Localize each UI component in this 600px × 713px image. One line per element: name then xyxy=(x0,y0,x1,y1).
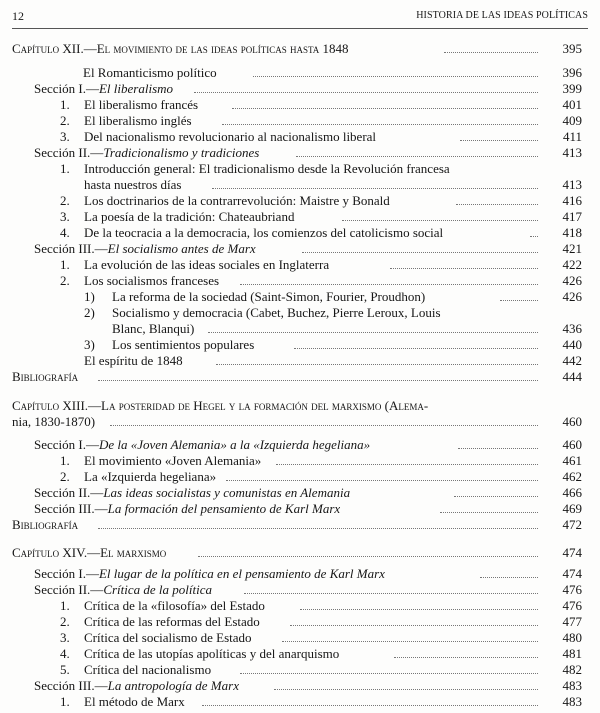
section-title: La antropología de Marx xyxy=(107,678,239,693)
page-ref: 460 xyxy=(562,437,582,452)
dot-leader xyxy=(232,108,538,109)
dot-leader xyxy=(302,252,538,253)
page-ref: 472 xyxy=(562,517,582,532)
entry-text: El Romanticismo político xyxy=(83,65,217,80)
page-ref: 483 xyxy=(562,694,582,709)
dot-leader xyxy=(244,593,538,594)
page-ref: 411 xyxy=(562,129,582,144)
dot-leader xyxy=(240,284,538,285)
section-title: Tradicionalismo y tradiciones xyxy=(103,145,260,160)
toc-entry[interactable]: 3. Del nacionalismo revolucionario al nacionalismo liberal 411 xyxy=(60,129,582,144)
running-title: HISTORIA DE LAS IDEAS POLÍTICAS xyxy=(416,10,588,21)
page-ref: 474 xyxy=(562,545,582,560)
dot-leader xyxy=(454,496,538,497)
dot-leader xyxy=(530,236,538,237)
toc-entry[interactable]: 4. De la teocracia a la democracia, los comienzos del catolicismo social 418 xyxy=(60,225,582,240)
section-title: Las ideas socialistas y comunistas en Alemania xyxy=(103,485,351,500)
dot-leader xyxy=(440,512,538,513)
entry-text-line: Socialismo y democracia (Cabet, Buchez, Pierre Leroux, Louis xyxy=(112,305,441,320)
toc-section-12-2[interactable]: Sección II.—Tradicionalismo y tradiciones 413 xyxy=(34,145,582,160)
toc-entry[interactable]: 1. El movimiento «Joven Alemania» 461 xyxy=(60,453,582,468)
dot-leader xyxy=(282,641,538,642)
section-title: El lugar de la política en el pensamiento de Karl Marx xyxy=(98,566,385,581)
page-ref: 466 xyxy=(562,485,582,500)
dot-leader xyxy=(480,577,538,578)
page-ref: 418 xyxy=(562,225,582,240)
section-label: Sección I.—El liberalismo xyxy=(34,81,174,96)
toc-entry[interactable]: 3. La poesía de la tradición: Chateaubriand 417 xyxy=(60,209,582,224)
page-ref: 462 xyxy=(562,469,582,484)
toc-entry[interactable]: 2. El liberalismo inglés 409 xyxy=(60,113,582,128)
page-ref: 417 xyxy=(562,209,582,224)
toc-entry[interactable]: 1. El método de Marx 483 xyxy=(60,694,582,709)
dot-leader xyxy=(98,380,538,381)
toc-entry[interactable]: 2. Los socialismos franceses 426 xyxy=(60,273,582,288)
dot-leader xyxy=(460,140,538,141)
toc-entry[interactable]: 1. La evolución de las ideas sociales en Inglaterra 422 xyxy=(60,257,582,272)
page-number: 12 xyxy=(12,9,24,23)
dot-leader xyxy=(276,464,538,465)
toc-entry[interactable]: 2. Los doctrinarios de la contrarrevolución: Maistre y Bonald 416 xyxy=(60,193,582,208)
dot-leader xyxy=(110,425,538,426)
page-ref: 422 xyxy=(562,257,582,272)
page-ref: 442 xyxy=(562,353,582,368)
section-title: Crítica de la política xyxy=(103,582,212,597)
dot-leader xyxy=(294,348,538,349)
toc-section-13-2[interactable]: Sección II.—Las ideas socialistas y comunistas en Alemania 466 xyxy=(34,485,582,500)
page-ref: 480 xyxy=(562,630,582,645)
toc-section-12-1[interactable] xyxy=(34,81,582,97)
chapter-title: Capítulo XIV.—El marxismo xyxy=(12,545,167,560)
dot-leader xyxy=(240,673,538,674)
toc-section-12-3[interactable]: Sección III.—El socialismo antes de Marx 421 xyxy=(34,241,582,256)
page-ref: 421 xyxy=(562,241,582,256)
page-ref: 444 xyxy=(562,369,582,384)
page-ref: 461 xyxy=(562,453,582,468)
dot-leader xyxy=(208,332,538,333)
page-ref: 481 xyxy=(562,646,582,661)
toc-section-14-3[interactable]: Sección III.—La antropología de Marx 483 xyxy=(34,678,582,693)
toc-section-14-2[interactable]: Sección II.—Crítica de la política 476 xyxy=(34,582,582,597)
toc-chapter-14[interactable] xyxy=(12,545,582,561)
section-title: El liberalismo xyxy=(98,81,174,96)
section-title: El socialismo antes de Marx xyxy=(107,241,256,256)
dot-leader xyxy=(296,156,538,157)
page-ref: 469 xyxy=(562,501,582,516)
toc-subentry[interactable]: 1) La reforma de la sociedad (Saint-Simon, Fourier, Proudhon) 426 xyxy=(84,289,582,304)
chapter-title: Capítulo XII.—El movimiento de las ideas políticas hasta 1848 xyxy=(12,41,349,56)
dot-leader xyxy=(342,220,538,221)
page-ref: 476 xyxy=(562,582,582,597)
dot-leader xyxy=(222,124,538,125)
toc-section-13-1[interactable]: Sección I.—De la «Joven Alemania» a la «Izquierda hegeliana» 460 xyxy=(34,437,582,452)
dot-leader xyxy=(216,364,538,365)
section-title: De la «Joven Alemania» a la «Izquierda hegeliana» xyxy=(98,437,371,452)
page-ref: 396 xyxy=(562,65,582,80)
toc-bibliography[interactable]: Bibliografía 444 xyxy=(12,369,582,384)
page-ref: 426 xyxy=(562,273,582,288)
page-header xyxy=(12,8,588,24)
toc-chapter-12[interactable] xyxy=(12,41,582,57)
toc-entry[interactable]: 2. Crítica de las reformas del Estado 477 xyxy=(60,614,582,629)
toc-entry[interactable]: 2. La «Izquierda hegeliana» 462 xyxy=(60,469,582,484)
dot-leader xyxy=(394,657,538,658)
dot-leader xyxy=(253,76,538,77)
dot-leader xyxy=(198,556,538,557)
dot-leader xyxy=(458,448,538,449)
page-ref: 440 xyxy=(562,337,582,352)
dot-leader xyxy=(212,188,538,189)
page-ref: 476 xyxy=(562,598,582,613)
toc-subentry[interactable]: El espíritu de 1848 442 xyxy=(84,353,582,368)
page-ref: 474 xyxy=(562,566,582,581)
dot-leader xyxy=(456,204,538,205)
dot-leader xyxy=(300,609,538,610)
page-ref: 416 xyxy=(562,193,582,208)
page-ref: 482 xyxy=(562,662,582,677)
dot-leader xyxy=(500,300,538,301)
dot-leader xyxy=(98,528,538,529)
page-ref: 477 xyxy=(562,614,582,629)
page-ref: 413 xyxy=(562,177,582,192)
entry-text-line: Introducción general: El tradicionalismo desde la Revolución francesa xyxy=(84,161,450,176)
dot-leader xyxy=(226,480,538,481)
toc-entry[interactable]: 4. Crítica de las utopías apolíticas y del anarquismo 481 xyxy=(60,646,582,661)
page-ref: 483 xyxy=(562,678,582,693)
page-ref: 413 xyxy=(562,145,582,160)
page-ref: 436 xyxy=(562,321,582,336)
header-rule xyxy=(12,28,588,29)
toc-entry[interactable]: 5. Crítica del nacionalismo 482 xyxy=(60,662,582,677)
dot-leader xyxy=(290,625,538,626)
toc-chapter-13[interactable]: nia, 1830-1870) 460 xyxy=(12,414,582,429)
dot-leader xyxy=(444,52,538,53)
page-ref: 426 xyxy=(562,289,582,304)
page-ref: 460 xyxy=(562,414,582,429)
page-ref: 409 xyxy=(562,113,582,128)
page-ref: 395 xyxy=(562,41,582,56)
section-title: La formación del pensamiento de Karl Marx xyxy=(107,501,341,516)
toc-entry[interactable]: 3. Crítica del socialismo de Estado 480 xyxy=(60,630,582,645)
toc-subentry[interactable]: 2) Blanc, Blanqui) 436 xyxy=(84,305,582,336)
toc-bibliography[interactable]: Bibliografía 472 xyxy=(12,517,582,532)
page-ref: 399 xyxy=(562,81,582,96)
toc-entry[interactable]: 1. hasta nuestros días 413 xyxy=(60,161,582,192)
toc-section-13-3[interactable]: Sección III.—La formación del pensamiento de Karl Marx 469 xyxy=(34,501,582,516)
toc-section-14-1[interactable]: Sección I.—El lugar de la política en el pensamiento de Karl Marx 474 xyxy=(34,566,582,581)
toc-subentry[interactable]: 3) Los sentimientos populares 440 xyxy=(84,337,582,352)
toc-entry[interactable]: 1. El liberalismo francés 401 xyxy=(60,97,582,112)
toc-entry[interactable]: 1. Crítica de la «filosofía» del Estado 476 xyxy=(60,598,582,613)
page-ref: 401 xyxy=(562,97,582,112)
dot-leader xyxy=(390,268,538,269)
chapter-title: Capítulo XIII.—La posteridad de Hegel y la formación del marxismo (Alema- xyxy=(12,398,429,413)
dot-leader xyxy=(202,705,538,706)
toc-entry-romanticismo[interactable] xyxy=(83,65,582,81)
dot-leader xyxy=(194,92,538,93)
dot-leader xyxy=(274,689,538,690)
